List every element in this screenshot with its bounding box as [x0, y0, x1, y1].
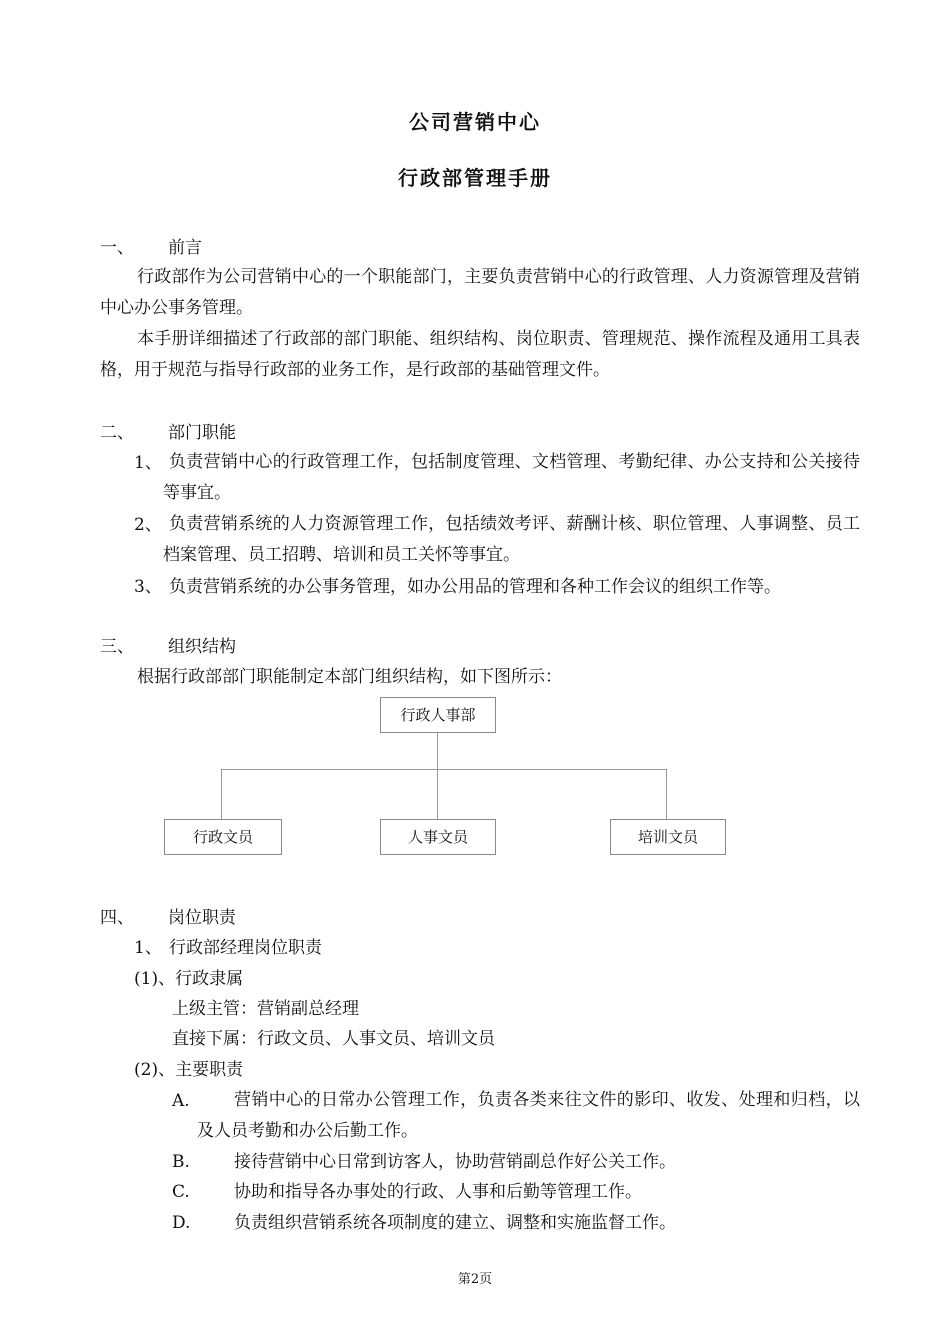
section-1-number: 一、 [100, 238, 134, 258]
section-4-title: 岗位职责 [168, 908, 236, 928]
function-item-2-number: 2、 [134, 515, 162, 535]
page-number: 第2页 [457, 1272, 493, 1287]
section-4-number: 四、 [100, 908, 134, 928]
subsection-1-title: 行政部经理岗位职责 [169, 938, 322, 958]
document-subtitle: 行政部管理手册 [398, 166, 552, 190]
function-item-2-text: 负责营销系统的人力资源管理工作，包括绩效考评、薪酬计核、职位管理、人事调整、员工档案管理、员工招聘、培训和员工关怀等事宜。 [163, 514, 860, 565]
function-item-3-number: 3、 [134, 577, 162, 597]
section-2-title: 部门职能 [168, 423, 236, 443]
function-item-1-number: 1、 [134, 453, 162, 473]
subsection-1-number: 1、 [134, 938, 162, 958]
section-3-title: 组织结构 [168, 637, 236, 657]
org-node-training-clerk: 培训文员 [610, 819, 726, 855]
superior-line: 上级主管：营销副总经理 [172, 999, 359, 1019]
duty-a-text: 营销中心的日常办公管理工作，负责各类来往文件的影印、收发、处理和归档，以及人员考勤和办公后勤工作。 [197, 1090, 860, 1141]
document-title: 公司营销中心 [409, 110, 541, 134]
org-connector-horizontal [221, 769, 667, 770]
section-1-paragraph-1: 行政部作为公司营销中心的一个职能部门，主要负责营销中心的行政管理、人力资源管理及营销中心办公事务管理。 [100, 267, 860, 318]
duty-c-letter: C. [172, 1182, 190, 1202]
part-1-label: (1)、行政隶属 [134, 969, 244, 989]
section-2-number: 二、 [100, 423, 134, 443]
duty-b-letter: B. [172, 1152, 190, 1172]
org-node-hr-clerk: 人事文员 [380, 819, 496, 855]
section-1-title: 前言 [168, 238, 202, 258]
section-3-number: 三、 [100, 637, 134, 657]
duty-d-letter: D. [172, 1213, 191, 1233]
duty-c-text: 协助和指导各办事处的行政、人事和后勤等管理工作。 [234, 1182, 642, 1202]
subordinate-line: 直接下属：行政文员、人事文员、培训文员 [172, 1029, 495, 1049]
org-node-root: 行政人事部 [380, 697, 496, 733]
part-2-label: (2)、主要职责 [134, 1060, 244, 1080]
org-node-admin-clerk: 行政文员 [164, 819, 282, 855]
section-3-intro: 根据行政部部门职能制定本部门组织结构，如下图所示： [137, 667, 562, 687]
duty-a-letter: A. [172, 1091, 190, 1111]
duty-b-text: 接待营销中心日常到访客人，协助营销副总作好公关工作。 [234, 1152, 676, 1172]
org-connector-right [666, 769, 667, 820]
function-item-3-text: 负责营销系统的办公事务管理，如办公用品的管理和各种工作会议的组织工作等。 [169, 577, 781, 597]
org-connector-left [221, 769, 222, 820]
duty-d-text: 负责组织营销系统各项制度的建立、调整和实施监督工作。 [234, 1213, 676, 1233]
function-item-1-text: 负责营销中心的行政管理工作，包括制度管理、文档管理、考勤纪律、办公支持和公关接待等事宜。 [163, 452, 860, 503]
section-1-paragraph-2: 本手册详细描述了行政部的部门职能、组织结构、岗位职责、管理规范、操作流程及通用工具表格，用于规范与指导行政部的业务工作，是行政部的基础管理文件。 [100, 329, 860, 380]
org-connector-middle [437, 733, 438, 820]
